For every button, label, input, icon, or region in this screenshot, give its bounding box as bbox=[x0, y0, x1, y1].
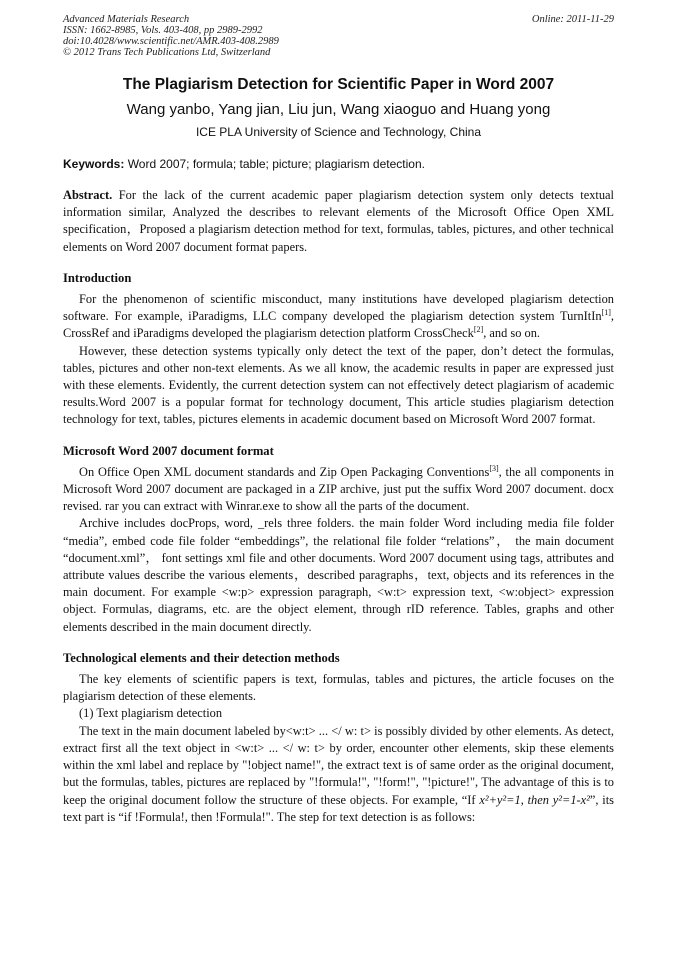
citation-ref: [1] bbox=[601, 308, 611, 318]
keywords-label: Keywords: bbox=[63, 157, 125, 171]
format-paragraph-1 bbox=[63, 464, 614, 516]
copyright-line: © 2012 Trans Tech Publications Ltd, Switzerland bbox=[63, 47, 271, 58]
journal-header bbox=[63, 14, 614, 58]
format-heading: Microsoft Word 2007 document format bbox=[63, 443, 274, 458]
intro-paragraph-2: However, these detection systems typically only detect the text of the paper, don’t detect the formulas, tables, pictures and other non-text elements. As we all know, the academic results in paper are expressed just with these elements. Evidently, the current detection system can not effectively detect plagiarism of academic results.Word 2007 is a popular format for technology document, This article studies plagiarism detection technology for text, tables, pictures elements in academic document based on Microsoft Word 2007 format. bbox=[63, 343, 614, 427]
online-date: Online: 2011-11-29 bbox=[531, 14, 614, 25]
citation-ref: [3] bbox=[489, 463, 499, 473]
format-text: , the all components in Microsoft Word 2007 document are packaged in a ZIP archive, just put the suffix Word 2007 document. docx revised. rar you can extract with Winrar.exe to show all the parts of the document. bbox=[63, 464, 614, 514]
intro-text: For the phenomenon of scientific misconduct, many institutions have developed plagiarism detection software. For example, iParadigms, LLC company developed the plagiarism detection system TurnItIn bbox=[63, 292, 614, 324]
intro-text: , CrossRef and iParadigms developed the plagiarism detection platform CrossCheck bbox=[63, 309, 614, 341]
abstract bbox=[63, 187, 614, 256]
format-text: On Office Open XML document standards and Zip Open Packaging Conventions bbox=[79, 464, 490, 479]
inline-formula: x²+y²=1, then y²=1-x² bbox=[479, 792, 590, 807]
format-paragraph-2: Archive includes docProps, word, _rels three folders. the main folder Word including media file folder “media”, embed code file folder “embeddings”, the relational file folder “relations”， the main document “document.xml”， font settings xml file and other documents. Word 2007 document using tags, attributes and attribute values describe the various elements，described paragraphs，text, objects and its references in the main document. For example <w:p> expression paragraph, <w:t> expression text, <w:object> expression object. Formulas, diagrams, etc. are the object element, through rID reference. Tables, graphs and other elements described in the main document directly. bbox=[63, 516, 614, 634]
tech-heading: Technological elements and their detection methods bbox=[63, 650, 340, 665]
paper-page bbox=[63, 14, 614, 826]
author-list: Wang yanbo, Yang jian, Liu jun, Wang xiaoguo and Huang yong bbox=[126, 101, 551, 118]
keywords-text: Word 2007; formula; table; picture; plagiarism detection. bbox=[124, 157, 425, 171]
intro-heading: Introduction bbox=[63, 270, 132, 285]
tech-paragraph-3 bbox=[63, 723, 614, 826]
intro-text: , and so on. bbox=[483, 326, 540, 341]
text-detection-subheading: (1) Text plagiarism detection bbox=[79, 706, 223, 721]
keywords bbox=[63, 157, 614, 171]
intro-paragraph-1 bbox=[63, 291, 614, 343]
issn-line: ISSN: 1662-8985, Vols. 403-408, pp 2989-2992 bbox=[63, 25, 263, 36]
affiliation: ICE PLA University of Science and Technology, China bbox=[195, 125, 482, 139]
tech-paragraph-1: The key elements of scientific papers is text, formulas, tables and pictures, the article focuses on the plagiarism detection of these elements. bbox=[63, 672, 614, 704]
citation-ref: [2] bbox=[473, 325, 484, 335]
abstract-text: For the lack of the current academic paper plagiarism detection system only detects textual information similar, Analyzed the describes to relevant elements of the Microsoft Office Open XML specification，Proposed a plagiarism detection method for text, formulas, tables, pictures, and other technical elements on Word 2007 document format papers. bbox=[63, 188, 614, 254]
journal-name: Advanced Materials Research bbox=[63, 14, 190, 25]
paper-title: The Plagiarism Detection for Scientific Paper in Word 2007 bbox=[122, 76, 555, 93]
abstract-label: Abstract. bbox=[63, 188, 113, 202]
tech-text: The text in the main document labeled by<w:t> ... </ w: t> is possibly divided by other elements. As detect, extract first all the text object in <w:t> ... </ w: t> by order, encounter other elements, skip these elements within the xml label and replace by "!object name!", the extract text is of same order as the original document, but the formulas, tables, pictures are replaced by "!formula!", "!form!", "!picture!", The advantage of this is to keep the original document follow the structure of these objects. For example, “If bbox=[63, 723, 614, 807]
tech-text: ”, its text part is “if !Formula!, then !Formula!". The step for text detection is as follows: bbox=[63, 792, 614, 824]
doi-line: doi:10.4028/www.scientific.net/AMR.403-408.2989 bbox=[63, 36, 279, 47]
